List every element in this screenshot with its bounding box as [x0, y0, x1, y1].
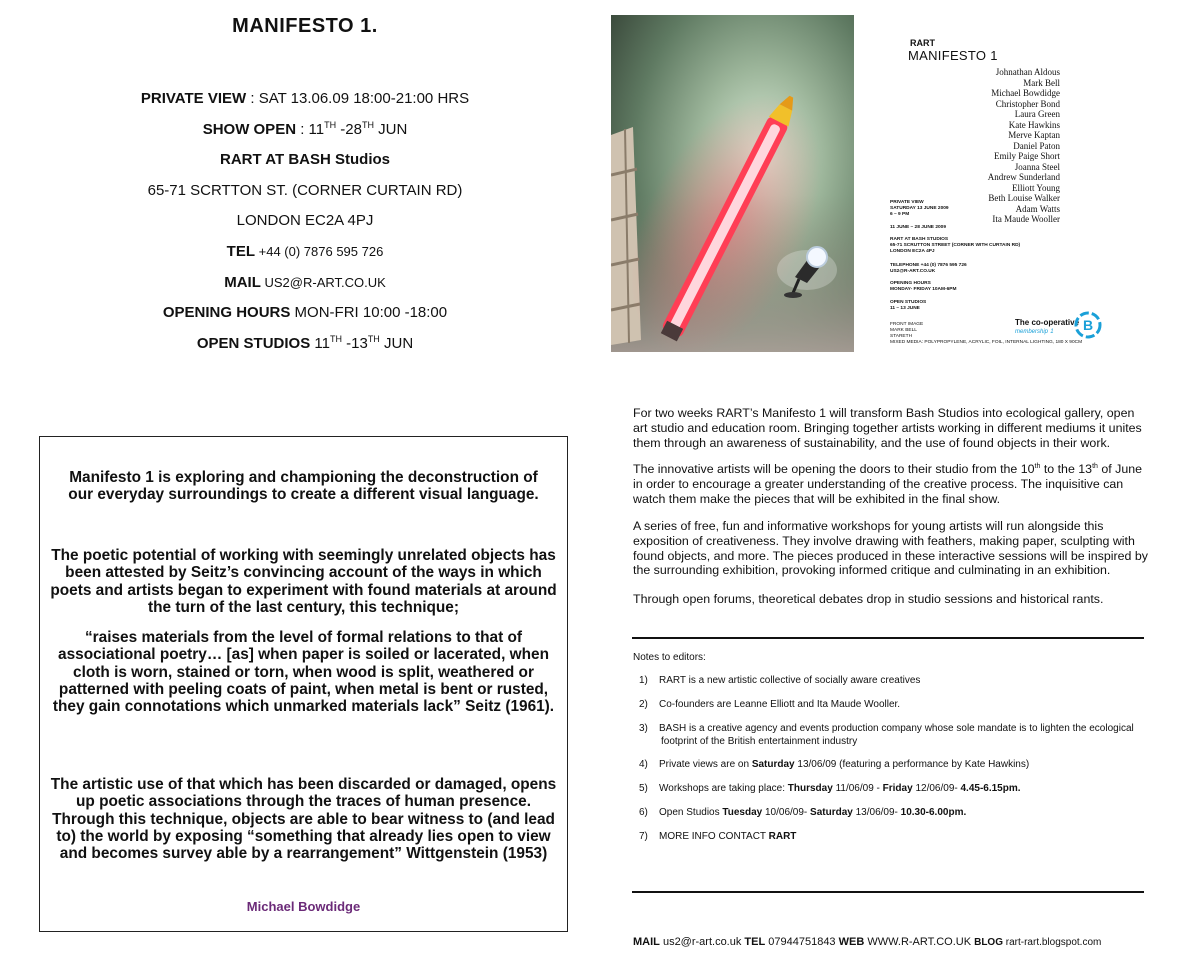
artwork-photo: [611, 15, 854, 352]
note-item: [639, 807, 1139, 820]
show-open-sup-start: TH: [324, 119, 337, 130]
poster-pv-date: SATURDAY 13 JUNE 2009: [890, 206, 949, 211]
press-p2-sup-1: th: [1034, 463, 1041, 470]
press-p2-start: The innovative artists will be opening the doors to their studio from the 10: [633, 462, 1035, 476]
press-p2-end: of June in order to encourage a greater understanding of the creative process. The inquisitive can watch them make the pieces that will be exhibited in the final show.: [633, 462, 1142, 506]
artist-name: Johnathan Aldous: [995, 67, 1060, 77]
press-p2-sup-2: th: [1092, 463, 1098, 470]
neon-tube-image: [611, 15, 854, 352]
note-number: 2): [639, 699, 648, 710]
note-text: Open Studios: [659, 807, 723, 818]
note-text-continued: footprint of the British entertainment industry: [661, 735, 858, 747]
footer-blog-link[interactable]: rart-rart.blogspot.com: [1002, 937, 1102, 948]
address-line-2: LONDON EC2A 4PJ: [236, 212, 374, 230]
poster-open-studios: [890, 300, 926, 312]
poster-pv-time: 6 – 9 PM: [890, 212, 910, 217]
artist-name: Emily Paige Short: [994, 151, 1060, 161]
artist-name: Ita Maude Wooller: [992, 214, 1060, 224]
artist-name: Joanna Steel: [1014, 161, 1060, 172]
artist-name: Adam Watts: [1015, 203, 1060, 214]
note-bold: Thursday: [787, 783, 833, 794]
artist-name: Mark Bell: [1023, 77, 1060, 88]
artist-name: Kate Hawkins: [1008, 119, 1060, 130]
coop-logo-num: 1: [1050, 329, 1054, 335]
open-studios-line: [40, 329, 570, 360]
page-title: MANIFESTO 1.: [232, 15, 378, 37]
poster-address-1: RART AT BASH STUDIOS: [890, 237, 949, 242]
note-item: [639, 759, 1139, 772]
hours-label: OPENING HOURS: [162, 304, 291, 322]
tel-value: +44 (0) 7876 595 726: [255, 243, 384, 259]
show-open-sup-end: TH: [361, 119, 374, 130]
note-text: Co-founders are Leanne Elliott and Ita Maude Wooller.: [659, 699, 901, 710]
press-paragraph-3: A series of free, fun and informative workshops for young artists will run alongside this exposition of creativeness. They involve drawing with feathers, making paper, sculpting with found objects, and more. The pieces produced in these interactive sessions will be inspired by the surrounding exhibition, provoking informed critique and culminating in an exhibition.: [633, 519, 1148, 578]
essay-box: [39, 436, 568, 932]
poster-mail: US2@R-ART.CO.UK: [890, 269, 936, 274]
poster-artist-list: [988, 67, 1060, 225]
footer-tel-label: TEL: [744, 936, 766, 948]
address-line-1: 65-71 SCRTTON ST. (CORNER CURTAIN RD): [147, 181, 463, 199]
note-bold: Friday: [882, 783, 913, 794]
note-bold: 4.45-6.15pm.: [960, 783, 1021, 794]
poster-hours-value: MONDAY- FRIDAY 10AM-6PM: [890, 287, 957, 292]
private-view-value: : SAT 13.06.09 18:00-21:00 HRS: [246, 90, 470, 107]
open-studios-start: 11: [310, 334, 330, 352]
artist-name: Daniel Paton: [1013, 140, 1060, 151]
essay-paragraph-2: The poetic potential of working with seemingly unrelated objects has been attested by Seitz’s convincing account of the ways in which poets and artists began to experiment with found materials at around the turn of the last century, this technique;: [50, 547, 557, 616]
footer-blog-label: BLOG: [974, 937, 1003, 948]
essay-paragraph-1: Manifesto 1 is exploring and championing the deconstruction of our everyday surroundings to create a different visual language.: [68, 469, 539, 504]
open-studios-sup-start: TH: [329, 333, 342, 344]
hours-value: MON-FRI 10:00 -18:00: [290, 304, 448, 322]
footer-mail-link[interactable]: us2@r-art.co.uk: [659, 936, 745, 948]
mail-label: MAIL: [224, 273, 261, 291]
artist-name: Beth Louise Walker: [988, 193, 1060, 203]
private-view-line: [40, 84, 570, 115]
poster-credit-3: STARETH: [890, 334, 913, 339]
venue-line: RART AT BASH Studios: [220, 151, 390, 169]
artist-name: Andrew Sunderland: [987, 172, 1060, 182]
hours-line: [40, 298, 570, 329]
notes-heading: Notes to editors:: [633, 652, 706, 663]
mail-line: [40, 268, 570, 299]
show-open-start: : 11: [296, 120, 325, 138]
note-text: BASH is a creative agency and events production company whose sole mandate is to lighten the ecological: [659, 723, 1134, 734]
note-text: 13/06/09 (featuring a performance by Kate Hawkins): [794, 759, 1030, 770]
essay-signature: Michael Bowdidge: [246, 899, 361, 914]
note-text: Private views are on: [659, 759, 752, 770]
press-paragraph-2: [633, 462, 1148, 506]
open-studios-month: JUN: [379, 334, 414, 352]
note-item: [639, 699, 1139, 712]
poster-dates: 11 JUNE – 28 JUNE 2009: [890, 225, 947, 230]
show-open-label: SHOW OPEN: [202, 120, 297, 138]
artist-name: Merve Kaptan: [1008, 130, 1060, 140]
note-text: 11/06/09 -: [832, 783, 883, 794]
poster-title: MANIFESTO 1: [908, 48, 998, 63]
note-number: 7): [639, 831, 648, 842]
poster-os-label: OPEN STUDIOS: [890, 300, 927, 305]
poster-contact: [890, 263, 967, 275]
poster-os-dates: 11 – 13 JUNE: [890, 306, 920, 311]
note-number: 1): [639, 675, 648, 686]
open-studios-end: -13: [341, 334, 368, 352]
note-item: [639, 783, 1139, 796]
open-studios-label: OPEN STUDIOS: [196, 334, 311, 352]
note-text: 10/06/09-: [762, 807, 811, 818]
note-number: 5): [639, 783, 648, 794]
poster-tel: TELEPHONE +44 (0) 7876 595 726: [890, 263, 967, 268]
poster-address-3: LONDON EC2A 4PJ: [890, 249, 935, 254]
poster-private-view: [890, 200, 949, 218]
footer-contact: [633, 936, 1101, 948]
note-number: 3): [639, 723, 648, 734]
note-bold: RART: [768, 831, 797, 842]
artist-name: Laura Green: [1014, 109, 1060, 119]
show-open-month: JUN: [373, 120, 408, 138]
note-bold: Tuesday: [722, 807, 763, 818]
mail-value: US2@R-ART.CO.UK: [260, 274, 386, 290]
poster-label: RART: [910, 38, 935, 48]
poster-hours-label: OPENING HOURS: [890, 281, 931, 286]
note-bold: Saturday: [810, 807, 853, 818]
footer-mail-label: MAIL: [633, 936, 660, 948]
divider-top: [632, 637, 1144, 639]
tel-line: [40, 237, 570, 268]
artist-name: Michael Bowdidge: [991, 88, 1060, 98]
note-item: [639, 675, 1139, 688]
note-bold: 10.30-6.00pm.: [900, 807, 967, 818]
note-item: [639, 831, 1139, 844]
note-text: MORE INFO CONTACT: [659, 831, 769, 842]
artist-name: Christopher Bond: [995, 98, 1060, 109]
press-p2-middle: to the 13: [1040, 462, 1093, 476]
note-number: 4): [639, 759, 648, 770]
note-text: 12/06/09-: [912, 783, 961, 794]
exhibition-poster: [885, 30, 1110, 350]
note-number: 6): [639, 807, 648, 818]
coop-logo-text: The co-operative: [1015, 318, 1080, 327]
poster-credit-4: MIXED MEDIA: POLYPROPYLENE, ACRYLIC, FOIL, INTERNAL LIGHTING, 180 X 90CM: [890, 340, 1083, 345]
show-open-line: [40, 115, 570, 146]
coop-logo: [1015, 319, 1079, 336]
note-item: [639, 723, 1139, 748]
essay-paragraph-4: The artistic use of that which has been discarded or damaged, opens up poetic associations through the traces of human presence. Through this technique, objects are able to bear witness to (and lead to) the world by exposing “something that already lies open to view and becomes survey able by a rearrangement” Wittgenstein (1953): [50, 776, 557, 863]
bash-logo-icon: [1073, 310, 1103, 340]
poster-credit-2: MARK BELL: [890, 328, 917, 333]
note-bold: Saturday: [751, 759, 795, 770]
press-paragraph-1: For two weeks RART’s Manifesto 1 will transform Bash Studios into ecological gallery, open art studio and education room. Bringing together artists working in different mediums it unites them through an awareness of sustainability, and the use of found objects in their work.: [633, 406, 1142, 450]
artist-name: Elliott Young: [1011, 182, 1060, 193]
divider-bottom: [632, 891, 1144, 893]
open-studios-sup-end: TH: [367, 333, 380, 344]
tel-label: TEL: [226, 242, 256, 260]
footer-web-label: WEB: [838, 936, 865, 948]
event-info: [40, 12, 570, 359]
footer-tel: 07944751843: [765, 936, 839, 948]
coop-logo-sub: membership: [1015, 329, 1049, 335]
essay-quote: “raises materials from the level of formal relations to that of associational poetry… [as] when paper is soiled or lacerated, when cloth is worn, stained or torn, when wood is split, weathered or patterned with peeling coats of paint, when metal is bent or rusted, they gain connotations which unmarked materials lack” Seitz (1961).: [52, 629, 555, 716]
poster-address: [890, 237, 1020, 255]
private-view-label: PRIVATE VIEW: [140, 90, 247, 107]
footer-web-link[interactable]: WWW.R-ART.CO.UK: [864, 936, 975, 948]
note-text: Workshops are taking place:: [659, 783, 788, 794]
poster-credit-1: FRONT IMAGE: [890, 322, 924, 327]
press-paragraph-4: Through open forums, theoretical debates drop in studio sessions and historical rants.: [633, 592, 1104, 606]
poster-address-2: 65-71 SCRUTTON STREET (CORNER WITH CURTAIN RD): [890, 243, 1021, 248]
show-open-end: -28: [336, 120, 362, 138]
poster-hours: [890, 281, 956, 293]
note-text: RART is a new artistic collective of socially aware creatives: [659, 675, 921, 686]
bash-logo-letter: B: [1082, 317, 1094, 333]
poster-pv-label: PRIVATE VIEW: [890, 200, 924, 205]
note-text: 13/06/09-: [852, 807, 901, 818]
